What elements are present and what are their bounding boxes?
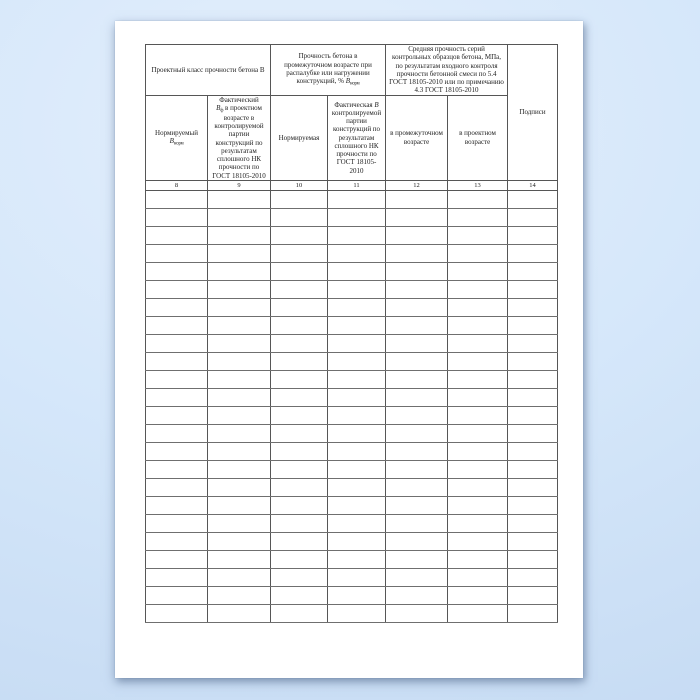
b-norm-symbol: $В_{норм}$ (169, 136, 184, 147)
data-cell (448, 568, 508, 586)
data-cell (208, 586, 271, 604)
data-cell (328, 334, 386, 352)
data-cell (386, 262, 448, 280)
data-cell (271, 478, 328, 496)
data-cell (271, 406, 328, 424)
data-cell (508, 334, 558, 352)
data-cell (508, 550, 558, 568)
data-cell (146, 316, 208, 334)
data-cell (448, 442, 508, 460)
data-cell (328, 586, 386, 604)
data-cell (146, 226, 208, 244)
data-row (146, 532, 558, 550)
data-cell (386, 424, 448, 442)
data-cell (448, 352, 508, 370)
data-cell (386, 586, 448, 604)
data-cell (328, 298, 386, 316)
column-number-10: 10 (271, 180, 328, 190)
header-intermediate-age: в промежуточном возрасте (386, 95, 448, 180)
data-cell (386, 370, 448, 388)
data-cell (386, 190, 448, 208)
header-row-groups (146, 45, 558, 96)
data-cell (508, 460, 558, 478)
data-cell (386, 226, 448, 244)
data-cell (146, 550, 208, 568)
data-cell (208, 280, 271, 298)
data-cell (386, 568, 448, 586)
data-cell (386, 388, 448, 406)
data-cell (328, 568, 386, 586)
data-row (146, 190, 558, 208)
data-row (146, 226, 558, 244)
data-cell (146, 514, 208, 532)
data-cell (208, 496, 271, 514)
data-cell (328, 244, 386, 262)
data-cell (208, 568, 271, 586)
data-cell (271, 568, 328, 586)
column-number-9: 9 (208, 180, 271, 190)
data-cell (448, 406, 508, 424)
data-cell (508, 244, 558, 262)
data-cell (271, 190, 328, 208)
data-cell (328, 424, 386, 442)
data-cell (328, 226, 386, 244)
data-cell (146, 370, 208, 388)
data-cell (208, 406, 271, 424)
data-cell (146, 424, 208, 442)
data-row (146, 316, 558, 334)
data-cell (448, 226, 508, 244)
data-row (146, 478, 558, 496)
data-cell (208, 208, 271, 226)
data-cell (208, 532, 271, 550)
data-cell (328, 442, 386, 460)
data-cell (448, 262, 508, 280)
data-cell (508, 262, 558, 280)
data-cell (448, 586, 508, 604)
data-cell (508, 280, 558, 298)
data-row (146, 586, 558, 604)
data-cell (508, 496, 558, 514)
data-row (146, 370, 558, 388)
data-row (146, 514, 558, 532)
header-actual-b-party: Фактическая В контролируемой партии конструкций по результатам сплошного НК прочности по ГОСТ 18105-2010 (328, 95, 386, 180)
data-row (146, 406, 558, 424)
strength-control-table (145, 44, 558, 623)
data-cell (271, 262, 328, 280)
data-cell (448, 478, 508, 496)
column-number-13: 13 (448, 180, 508, 190)
data-cell (448, 388, 508, 406)
data-cell (508, 478, 558, 496)
data-cell (448, 532, 508, 550)
data-cell (448, 280, 508, 298)
data-cell (146, 604, 208, 622)
data-cell (386, 496, 448, 514)
data-cell (448, 316, 508, 334)
data-row (146, 568, 558, 586)
data-cell (271, 208, 328, 226)
data-cell (328, 604, 386, 622)
data-cell (271, 604, 328, 622)
data-cell (146, 388, 208, 406)
table-body (146, 190, 558, 622)
column-number-row (146, 180, 558, 190)
header-design-age: в проектном возрасте (448, 95, 508, 180)
data-cell (146, 280, 208, 298)
data-cell (208, 352, 271, 370)
data-cell (328, 406, 386, 424)
data-cell (508, 406, 558, 424)
data-row (146, 334, 558, 352)
data-cell (386, 208, 448, 226)
data-cell (271, 460, 328, 478)
data-cell (208, 442, 271, 460)
data-cell (386, 334, 448, 352)
data-cell (271, 226, 328, 244)
data-cell (208, 190, 271, 208)
data-cell (508, 370, 558, 388)
data-cell (508, 316, 558, 334)
data-cell (508, 586, 558, 604)
data-row (146, 550, 558, 568)
data-cell (271, 442, 328, 460)
data-cell (386, 316, 448, 334)
data-cell (328, 352, 386, 370)
data-cell (271, 370, 328, 388)
data-cell (271, 424, 328, 442)
header-average-strength: Средняя прочность серий контрольных образцов бетона, МПа, по результатам входного контроля прочности бетонной смеси по 5.4 ГОСТ 18105-2010 или по примечанию 4.3 ГОСТ 18105-2010 (386, 45, 508, 96)
data-cell (448, 550, 508, 568)
data-cell (328, 550, 386, 568)
data-cell (328, 370, 386, 388)
data-cell (448, 604, 508, 622)
data-cell (271, 298, 328, 316)
data-cell (208, 370, 271, 388)
data-cell (386, 604, 448, 622)
data-cell (508, 388, 558, 406)
header-normative-b: Нормируемый $В_{норм}$ (146, 95, 208, 180)
data-cell (328, 514, 386, 532)
header-signatures: Подписи (508, 45, 558, 181)
column-number-11: 11 (328, 180, 386, 190)
header-normative: Нормируемая (271, 95, 328, 180)
data-cell (146, 568, 208, 586)
data-cell (328, 262, 386, 280)
data-cell (208, 388, 271, 406)
header-project-class: Проектный класс прочности бетона В (146, 45, 271, 96)
data-cell (448, 190, 508, 208)
data-cell (386, 352, 448, 370)
data-cell (271, 532, 328, 550)
data-cell (146, 460, 208, 478)
data-row (146, 352, 558, 370)
data-cell (271, 550, 328, 568)
data-cell (508, 208, 558, 226)
data-cell (146, 208, 208, 226)
data-cell (508, 352, 558, 370)
data-cell (448, 298, 508, 316)
data-cell (386, 442, 448, 460)
data-cell (146, 244, 208, 262)
data-cell (208, 514, 271, 532)
data-cell (208, 334, 271, 352)
data-cell (146, 298, 208, 316)
data-cell (386, 514, 448, 532)
data-row (146, 244, 558, 262)
data-cell (386, 244, 448, 262)
data-cell (448, 370, 508, 388)
data-cell (146, 406, 208, 424)
data-cell (448, 208, 508, 226)
data-cell (386, 460, 448, 478)
column-number-8: 8 (146, 180, 208, 190)
data-cell (448, 496, 508, 514)
data-cell (508, 568, 558, 586)
data-cell (146, 478, 208, 496)
data-row (146, 460, 558, 478)
data-cell (328, 388, 386, 406)
data-cell (386, 298, 448, 316)
data-cell (208, 316, 271, 334)
data-cell (208, 460, 271, 478)
data-cell (386, 550, 448, 568)
data-cell (271, 586, 328, 604)
data-cell (508, 226, 558, 244)
data-cell (328, 316, 386, 334)
data-cell (271, 280, 328, 298)
data-cell (386, 532, 448, 550)
data-cell (448, 424, 508, 442)
data-row (146, 604, 558, 622)
data-row (146, 496, 558, 514)
data-cell (271, 514, 328, 532)
data-cell (448, 244, 508, 262)
data-cell (208, 226, 271, 244)
data-cell (386, 280, 448, 298)
header-row-columns (146, 95, 558, 180)
document-page (115, 21, 583, 678)
data-row (146, 388, 558, 406)
data-cell (328, 190, 386, 208)
data-cell (448, 514, 508, 532)
header-intermediate-strength: Прочность бетона в промежуточном возрасте при распалубке или нагружении конструкций, % $В_{норм}$ (271, 45, 386, 96)
data-cell (508, 604, 558, 622)
data-cell (448, 334, 508, 352)
data-row (146, 262, 558, 280)
data-row (146, 208, 558, 226)
data-cell (208, 478, 271, 496)
data-cell (328, 496, 386, 514)
data-cell (208, 550, 271, 568)
data-cell (146, 334, 208, 352)
data-cell (208, 604, 271, 622)
data-cell (328, 208, 386, 226)
data-cell (508, 532, 558, 550)
data-cell (146, 496, 208, 514)
data-cell (146, 262, 208, 280)
header-actual-b-design-age: Фактический $В_ф$ в проектном возрасте в контролируемой партии конструкций по результатам сплошного НК прочности по ГОСТ 18105-2010 (208, 95, 271, 180)
data-cell (386, 478, 448, 496)
data-cell (328, 460, 386, 478)
data-cell (328, 478, 386, 496)
data-cell (271, 316, 328, 334)
data-row (146, 280, 558, 298)
data-cell (208, 298, 271, 316)
data-cell (271, 352, 328, 370)
data-cell (328, 532, 386, 550)
data-cell (271, 334, 328, 352)
data-cell (448, 460, 508, 478)
column-number-12: 12 (386, 180, 448, 190)
data-cell (328, 280, 386, 298)
data-cell (208, 262, 271, 280)
data-cell (508, 424, 558, 442)
data-cell (208, 244, 271, 262)
data-cell (386, 406, 448, 424)
data-cell (146, 532, 208, 550)
column-number-14: 14 (508, 180, 558, 190)
data-cell (508, 442, 558, 460)
data-cell (271, 388, 328, 406)
data-row (146, 442, 558, 460)
data-cell (508, 298, 558, 316)
data-cell (508, 190, 558, 208)
data-cell (146, 442, 208, 460)
data-cell (208, 424, 271, 442)
data-row (146, 424, 558, 442)
data-cell (146, 352, 208, 370)
data-cell (146, 190, 208, 208)
data-cell (271, 496, 328, 514)
data-cell (271, 244, 328, 262)
data-row (146, 298, 558, 316)
data-cell (508, 514, 558, 532)
data-cell (146, 586, 208, 604)
